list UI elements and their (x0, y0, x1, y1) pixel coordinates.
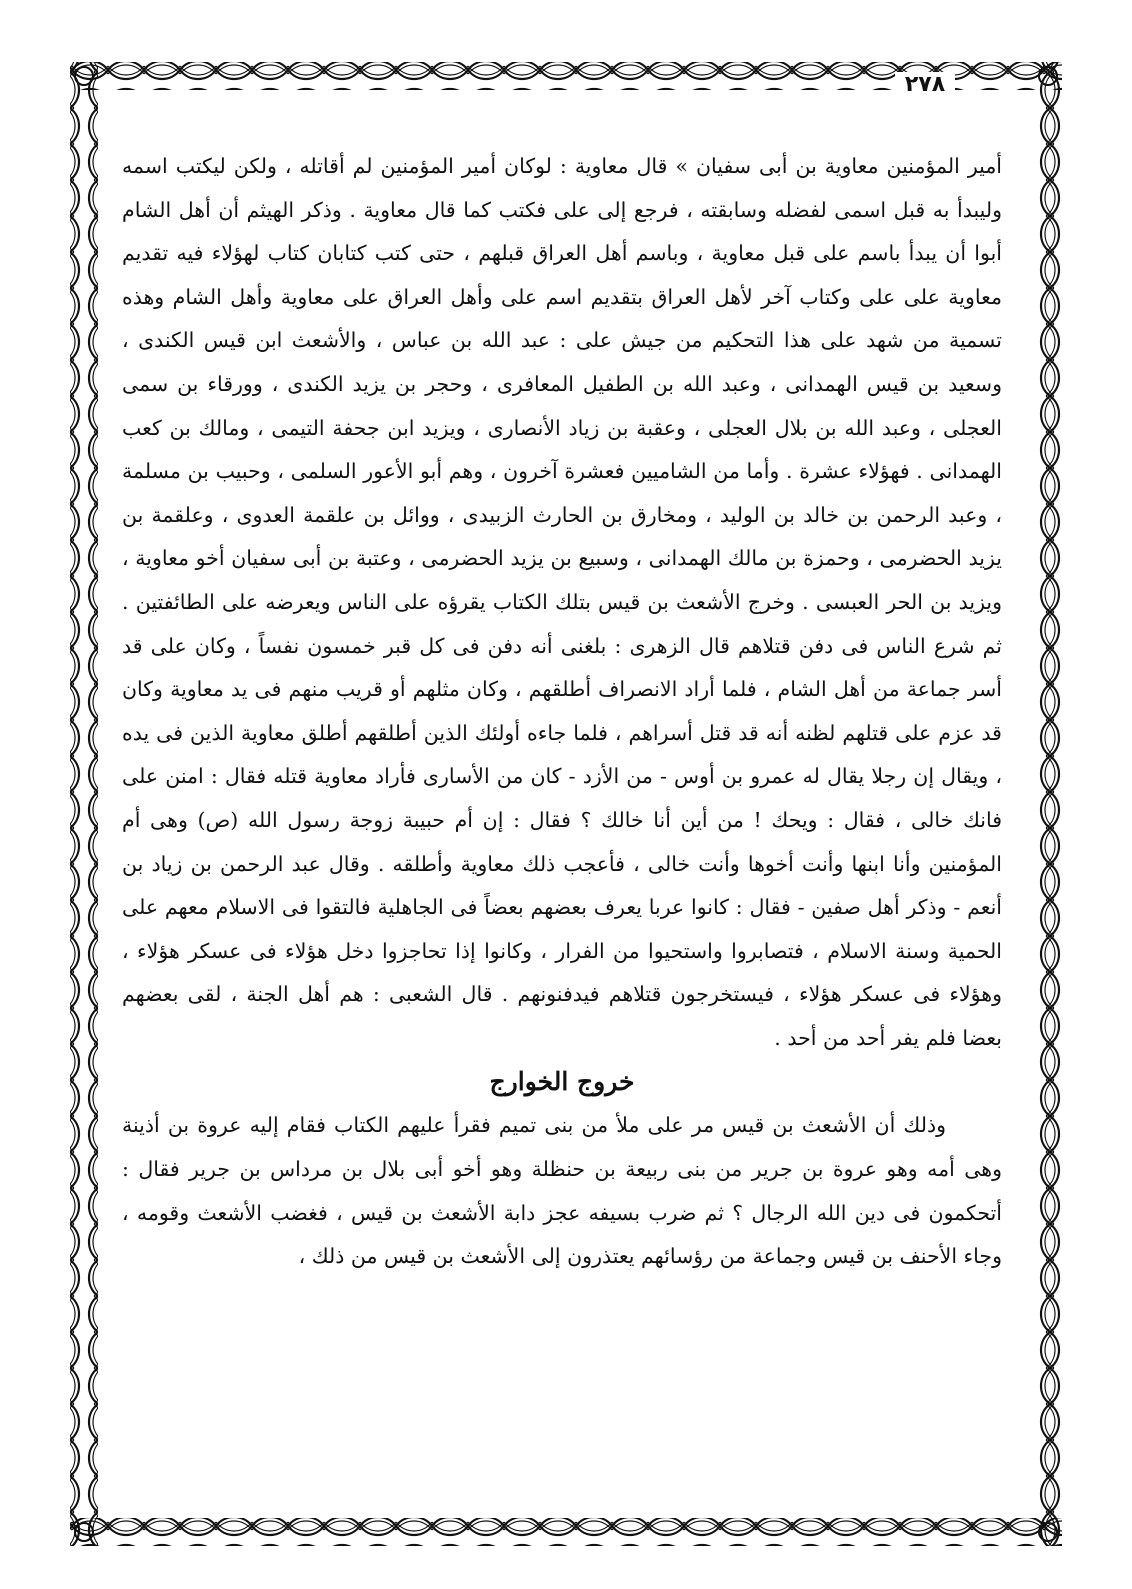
paragraph-1: أمير المؤمنين معاوية بن أبى سفيان » قال معاوية : لوكان أمير المؤمنين لم أقاتله ، ولكن ليكتب اسمه وليبدأ به قبل اسمى لفضله وسابقته ، فرجع إلى على فكتب كما قال معاوية . وذكر الهيثم أن أهل الشام أبوا أن يبدأ باسم على قبل معاوية ، وباسم أهل العراق قبلهم ، حتى كتب كتابان كتاب لهؤلاء فيه تقديم معاوية على على وكتاب آخر لأهل العراق بتقديم اسم على وأهل العراق على معاوية وأهل الشام وهذه تسمية من شهد على هذا التحكيم من جيش على : عبد الله بن عباس ، والأشعث ابن قيس الكندى ، وسعيد بن قيس الهمدانى ، وعبد الله بن الطفيل المعافرى ، وحجر بن يزيد الكندى ، وورقاء بن سمى العجلى ، وعبد الله بن بلال العجلى ، وعقبة بن زياد الأنصارى ، ويزيد ابن جحفة التيمى ، ومالك بن كعب الهمدانى . فهؤلاء عشرة . وأما من الشاميين فعشرة آخرون ، وهم أبو الأعور السلمى ، وحبيب بن مسلمة ، وعبد الرحمن بن خالد بن الوليد ، ومخارق بن الحارث الزبيدى ، ووائل بن علقمة العدوى ، وعلقمة بن يزيد الحضرمى ، وحمزة بن مالك الهمدانى ، وسبيع بن يزيد الحضرمى ، وعتبة بن أبى سفيان أخو معاوية ، ويزيد بن الحر العبسى . وخرج الأشعث بن قيس بتلك الكتاب يقرؤه على الناس ويعرضه على الطائفتين . ثم شرع الناس فى دفن قتلاهم قال الزهرى : بلغنى أنه دفن فى كل قبر خمسون نفساً ، وكان على قد أسر جماعة من أهل الشام ، فلما أراد الانصراف أطلقهم ، وكان مثلهم أو قريب منهم فى يد معاوية وكان قد عزم على قتلهم لظنه أنه قد قتل أسراهم ، فلما جاءه أولئك الذين أطلقهم أطلق معاوية الذين فى يده ، ويقال إن رجلا يقال له عمرو بن أوس - من الأزد - كان من الأسارى فأراد معاوية قتله فقال : امنن على فانك خالى ، فقال : ويحك ! من أين أنا خالك ؟ فقال : إن أم حبيبة زوجة رسول الله (ص) وهى أم المؤمنين وأنا ابنها وأنت أخوها وأنت خالى ، فأعجب ذلك معاوية وأطلقه . وقال عبد الرحمن بن زياد بن أنعم - وذكر أهل صفين - فقال : كانوا عربا يعرف بعضهم بعضاً فى الجاهلية فالتقوا فى الاسلام معهم على الحمية وسنة الاسلام ، فتصابروا واستحيوا من الفرار ، وكانوا إذا تحاجزوا دخل هؤلاء فى عسكر هؤلاء ، وهؤلاء فى عسكر هؤلاء ، فيستخرجون قتلاهم فيدفنونهم . قال الشعبى : هم أهل الجنة ، لقى بعضهم بعضا فلم يفر أحد من أحد . (122, 154, 1002, 1050)
paragraph-2: وذلك أن الأشعث بن قيس مر على ملأ من بنى تميم فقرأ عليهم الكتاب فقام إليه عروة بن أذينة وهى أمه وهو عروة بن جرير من بنى ربيعة بن حنظلة وهو أخو أبى بلال بن مرداس بن جرير فقال : أتحكمون فى دين الله الرجال ؟ ثم ضرب بسيفه عجز دابة الأشعث بن قيس ، فغضب الأشعث وقومه ، وجاء الأحنف بن قيس وجماعة من رؤسائهم يعتذرون إلى الأشعث بن قيس من ذلك ، (122, 1113, 1002, 1269)
section-title: خروج الخوارج (489, 1067, 635, 1097)
page-number: ٢٧٨ (895, 72, 955, 98)
page-body (122, 145, 1002, 1279)
